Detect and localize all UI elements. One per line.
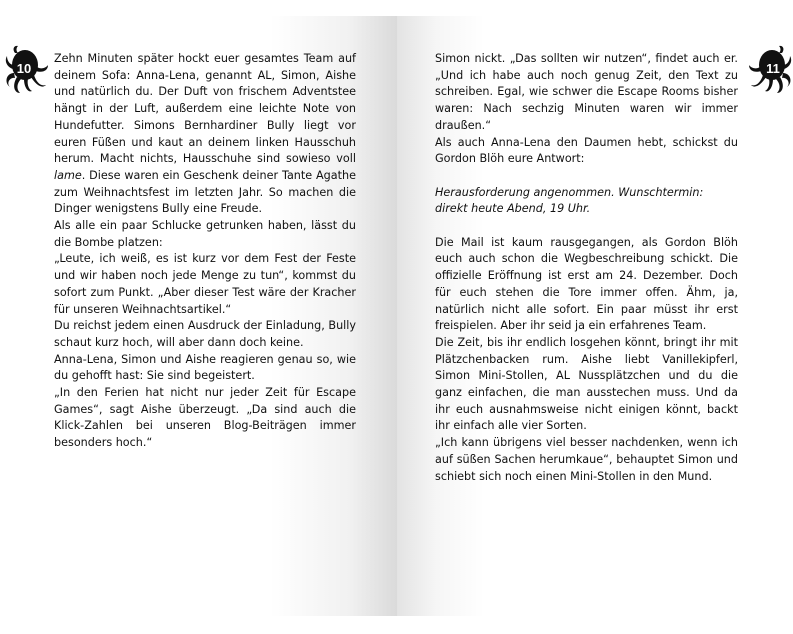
page-number-badge-left bbox=[2, 43, 50, 95]
left-page bbox=[0, 16, 397, 616]
page-number-left: 10 bbox=[16, 61, 32, 76]
paragraph: Du reichst jedem einen Ausdruck der Einladung, Bully schaut kurz hoch, will aber dann doch keine. bbox=[54, 319, 356, 349]
email-reply-line: Herausforderung angenommen. Wunschtermin: bbox=[435, 185, 704, 199]
page-number-right: 11 bbox=[766, 61, 780, 76]
paragraph: „Leute, ich weiß, es ist kurz vor dem Fest der Feste und wir haben noch jede Menge zu tun“, kommst du sofort zum Punkt. „Aber dieser Test wäre der Kracher für unseren Weihnachtsartikel.“ bbox=[54, 252, 356, 316]
email-reply-line: direkt heute Abend, 19 Uhr. bbox=[435, 202, 591, 216]
paragraph: „Ich kann übrigens viel besser nachdenken, wenn ich auf süßen Sachen herumkaue“, behauptet Simon und schiebt sich noch einen Mini-Stollen in den Mund. bbox=[435, 436, 738, 483]
emphasis: lame bbox=[54, 168, 82, 182]
right-page-body bbox=[435, 51, 738, 485]
octopus-icon bbox=[747, 43, 793, 95]
paragraph: Als alle ein paar Schlucke getrunken haben, lässt du die Bombe platzen: bbox=[54, 219, 356, 249]
paragraph-gap bbox=[435, 218, 738, 235]
left-page-body bbox=[54, 51, 356, 452]
paragraph: Zehn Minuten später hockt euer gesamtes Team auf deinem Sofa: Anna-Lena, genannt AL, Simon, Aishe und natürlich du. Der Duft von frischem Adventstee hängt in der Luft, außerdem eine leichte Note von Hundefutter. Simons Bernhardiner Bully liegt vor euren Füßen und kaut an deinem linken Hausschuh herum. Macht nichts, Hausschuhe sind sowieso voll lame. Diese waren ein Geschenk deiner Tante Agathe zum Weihnachtsfest im letzten Jahr. So machen die Dinger wenigstens Bully eine Freude. bbox=[54, 52, 356, 216]
octopus-icon bbox=[2, 43, 50, 95]
right-page bbox=[397, 16, 793, 616]
paragraph-gap bbox=[435, 168, 738, 185]
paragraph: Simon nickt. „Das sollten wir nutzen“, findet auch er. „Und ich habe auch noch genug Zeit, den Text zu schreiben. Egal, wie schwer die Escape Rooms bisher waren: Nach sechzig Minuten waren wir immer draußen.“ bbox=[435, 52, 738, 132]
paragraph: Anna-Lena, Simon und Aishe reagieren genau so, wie du gehofft hast: Sie sind begeistert. bbox=[54, 352, 356, 383]
page-number-badge-right bbox=[747, 43, 793, 95]
paragraph: Die Zeit, bis ihr endlich losgehen könnt, bringt ihr mit Plätzchenbacken rum. Aishe liebt Vanillekipferl, Simon Mini-Stollen, AL Nussplätzchen und du die ganz einfachen, die man ausstechen muss. Und da ihr euch ausnahmsweise nicht einigen könnt, backt ihr einfach alle vier Sorten. bbox=[435, 335, 738, 433]
paragraph: Als auch Anna-Lena den Daumen hebt, schickst du Gordon Blöh eure Antwort: bbox=[435, 135, 738, 166]
paragraph: „In den Ferien hat nicht nur jeder Zeit für Escape Games“, sagt Aishe überzeugt. „Da sind auch die Klick-Zahlen bei unseren Blog-Beiträgen immer besonders hoch.“ bbox=[54, 386, 356, 450]
paragraph: Die Mail ist kaum rausgegangen, als Gordon Blöh euch auch schon die Wegbeschreibung schickt. Die offizielle Eröffnung ist erst am 24. Dezember. Doch für euch stehen die Tore immer offen. Ähm, ja, natürlich nicht alle sofort. Ein paar müsst ihr erst freispielen. Aber ihr seid ja ein erfahrenes Team. bbox=[435, 235, 738, 333]
